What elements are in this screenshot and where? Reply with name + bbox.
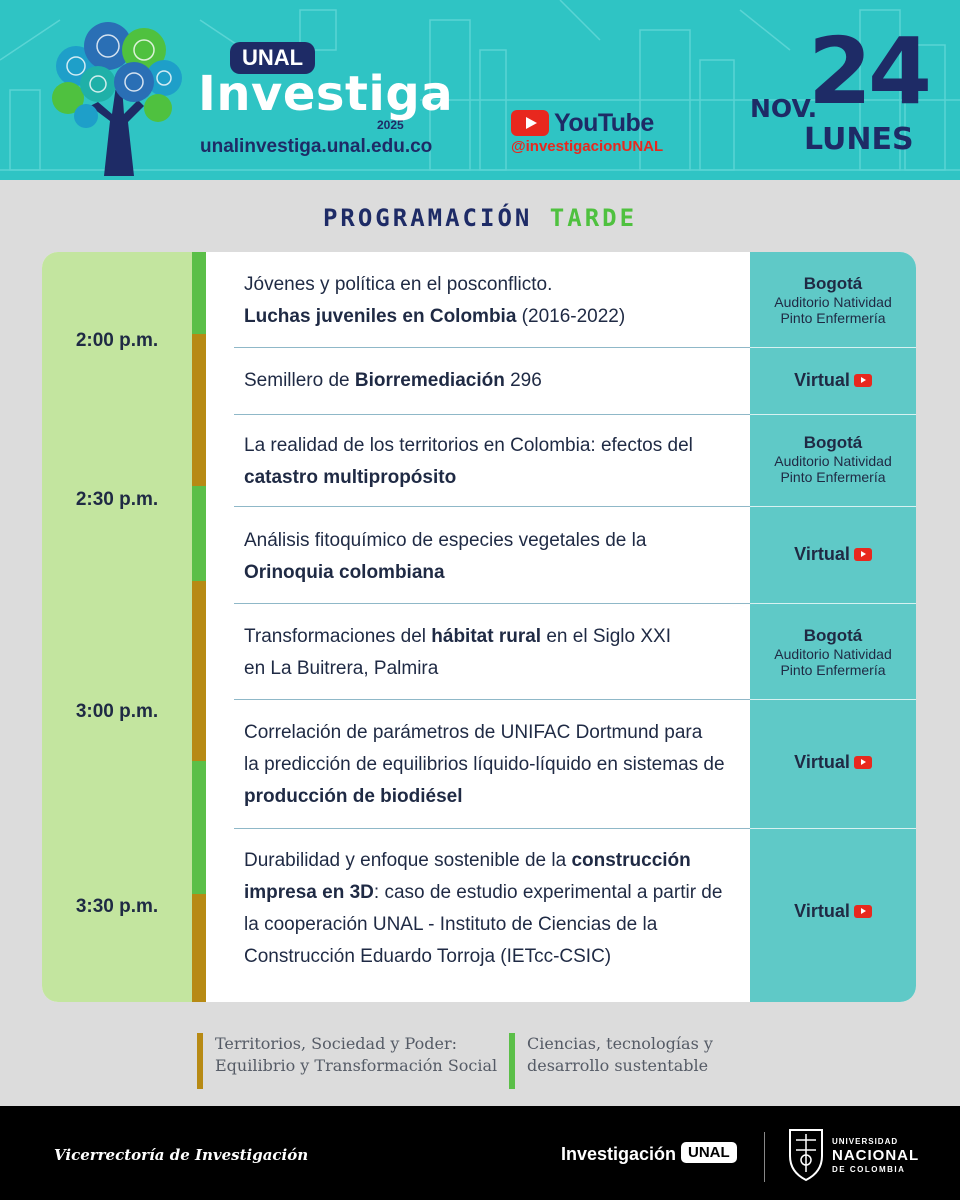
- row-divider: [234, 414, 750, 415]
- page-title: [0, 204, 960, 232]
- venue-place: Auditorio Natividad Pinto Enfermería: [774, 453, 892, 485]
- session-title-line: Transformaciones del hábitat rural en el Siglo XXI: [244, 626, 671, 647]
- session-title-line: Orinoquia colombiana: [244, 562, 445, 583]
- session-title-line: Semillero de Biorremediación 296: [244, 370, 542, 391]
- session-title-line: La realidad de los territorios en Colombia: efectos del: [244, 435, 693, 456]
- session-title-line: Luchas juveniles en Colombia (2016-2022): [244, 306, 626, 327]
- category-stripe-green: [192, 761, 206, 894]
- youtube-icon: [854, 905, 872, 918]
- virtual-label[interactable]: Virtual: [750, 752, 916, 773]
- row-divider: [234, 506, 750, 507]
- youtube-handle[interactable]: @investigacionUNAL: [511, 138, 664, 155]
- legend-line: Territorios, Sociedad y Poder:: [215, 1034, 458, 1053]
- category-stripe-green: [192, 486, 206, 581]
- session-title: [244, 621, 744, 685]
- session-title: [244, 845, 744, 973]
- date-month: NOV.: [750, 94, 818, 123]
- category-stripe-gold: [192, 334, 206, 486]
- university-line2: NACIONAL: [832, 1147, 920, 1164]
- time-slot: 2:00 p.m.: [75, 330, 159, 351]
- schedule-card: [42, 252, 916, 1002]
- youtube-icon: [854, 548, 872, 561]
- unal-badge: UNAL: [681, 1142, 737, 1163]
- session-title-line: la predicción de equilibrios líquido-líquido en sistemas de: [244, 754, 725, 775]
- row-divider: [234, 347, 750, 348]
- footer-divider: [764, 1132, 765, 1182]
- legend-ciencias: [509, 1033, 713, 1089]
- category-stripe-green: [192, 252, 206, 334]
- session-title: [244, 717, 744, 813]
- venue-city: Bogotá: [803, 274, 863, 293]
- time-column: [42, 252, 192, 1002]
- youtube-icon: [854, 756, 872, 769]
- category-stripe-gold: [192, 894, 206, 1002]
- legend-line: Equilibrio y Transformación Social: [215, 1056, 498, 1075]
- unal-pill: UNAL: [230, 42, 315, 74]
- time-slot: 3:00 p.m.: [75, 701, 159, 722]
- session-title-line: la cooperación UNAL - Instituto de Ciencias de la: [244, 914, 658, 935]
- session-venue[interactable]: [750, 901, 916, 922]
- investigacion-label: Investigación: [561, 1144, 677, 1164]
- tree-logo-icon: [46, 16, 186, 176]
- title-main: PROGRAMACIÓN: [322, 204, 533, 232]
- university-line1: UNIVERSIDAD: [832, 1137, 899, 1146]
- session-title-line: catastro multipropósito: [244, 467, 457, 488]
- session-title-line: en La Buitrera, Palmira: [244, 658, 439, 679]
- session-venue: [750, 433, 916, 485]
- venue-divider: [750, 699, 916, 700]
- session-title-line: Durabilidad y enfoque sostenible de la construcción: [244, 850, 691, 871]
- date-day: 24: [808, 18, 929, 125]
- venue-divider: [750, 828, 916, 829]
- row-divider: [234, 699, 750, 700]
- virtual-label[interactable]: Virtual: [750, 370, 916, 391]
- header-banner: [0, 0, 960, 180]
- university-shield-icon: [786, 1126, 826, 1182]
- brand-year: 2025: [377, 118, 404, 132]
- virtual-label[interactable]: Virtual: [750, 901, 916, 922]
- venue-divider: [750, 347, 916, 348]
- legend-territorios: [197, 1033, 497, 1089]
- virtual-label[interactable]: Virtual: [750, 544, 916, 565]
- time-slot: 3:30 p.m.: [75, 896, 159, 917]
- youtube-label: YouTube: [554, 109, 654, 137]
- venue-city: Bogotá: [803, 433, 863, 452]
- youtube-icon: [511, 110, 549, 136]
- legend-line: desarrollo sustentable: [527, 1056, 709, 1075]
- session-title-line: Jóvenes y política en el posconflicto.: [244, 274, 553, 295]
- venue-divider: [750, 506, 916, 507]
- row-divider: [234, 828, 750, 829]
- session-title: [244, 365, 744, 397]
- session-title-line: Correlación de parámetros de UNIFAC Dortmund para: [244, 722, 703, 743]
- session-venue[interactable]: [750, 752, 916, 773]
- session-title-line: Análisis fitoquímico de especies vegetales de la: [244, 530, 647, 551]
- brand-title: Investiga: [198, 66, 454, 122]
- vicerrectoria-label: Vicerrectoría de Investigación: [54, 1146, 309, 1164]
- session-title-line: Construcción Eduardo Torroja (IETcc-CSIC): [244, 946, 612, 967]
- footer: [0, 1106, 960, 1200]
- venue-divider: [750, 414, 916, 415]
- category-stripe-gold: [192, 581, 206, 761]
- venue-place: Auditorio Natividad Pinto Enfermería: [774, 646, 892, 678]
- session-venue[interactable]: [750, 544, 916, 565]
- date-weekday: LUNES: [804, 122, 914, 157]
- session-title: [244, 525, 744, 589]
- session-title: [244, 430, 744, 494]
- university-line3: DE COLOMBIA: [832, 1165, 906, 1174]
- session-venue[interactable]: [750, 370, 916, 391]
- website-link[interactable]: unalinvestiga.unal.edu.co: [200, 136, 433, 157]
- session-title-line: producción de biodiésel: [244, 786, 463, 807]
- session-title-line: impresa en 3D: caso de estudio experimental a partir de: [244, 882, 723, 903]
- youtube-icon: [854, 374, 872, 387]
- venue-place: Auditorio Natividad Pinto Enfermería: [774, 294, 892, 326]
- title-accent: TARDE: [549, 204, 638, 232]
- row-divider: [234, 603, 750, 604]
- session-venue: [750, 626, 916, 678]
- venue-city: Bogotá: [803, 626, 863, 645]
- legend-line: Ciencias, tecnologías y: [527, 1034, 713, 1053]
- venue-divider: [750, 603, 916, 604]
- time-slot: 2:30 p.m.: [75, 489, 159, 510]
- session-title: [244, 269, 744, 333]
- session-venue: [750, 274, 916, 326]
